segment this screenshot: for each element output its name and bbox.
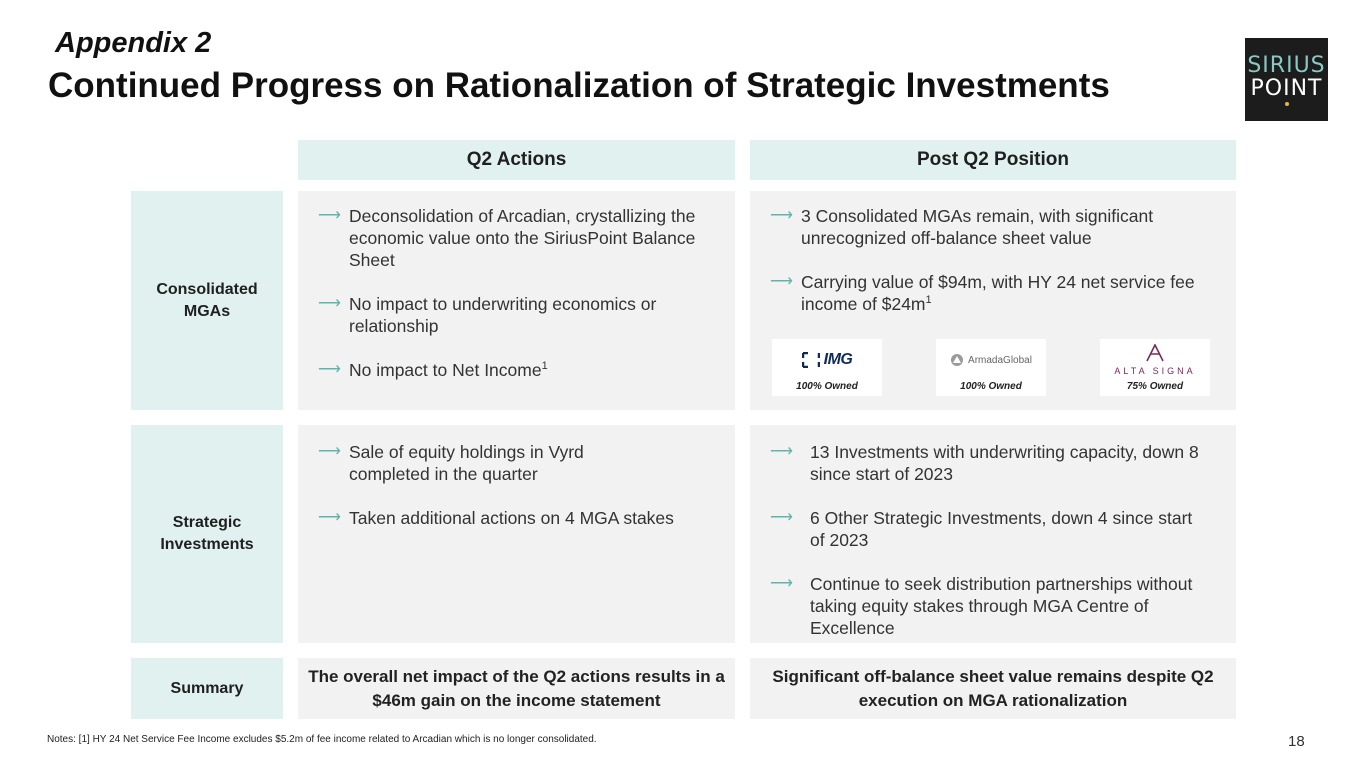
list-item: ⟶ No impact to underwriting economics or relationship — [318, 294, 657, 336]
alta-signa-icon — [1144, 344, 1166, 362]
mga-logos — [772, 339, 1210, 396]
alta-signa-logo: ALTA SIGNA — [1100, 339, 1210, 381]
row-label-summary: Summary — [131, 658, 283, 719]
armada-globe-icon — [950, 353, 964, 367]
strategic-actions-cell — [298, 425, 735, 643]
row-label-text: Strategic Investments — [160, 514, 254, 553]
list-item: ⟶ Sale of equity holdings in Vyrd completed in the quarter — [318, 442, 584, 484]
consolidated-position-cell — [750, 191, 1236, 410]
row-label-text: Consolidated MGAs — [156, 280, 258, 320]
arrow-icon: ⟶ — [770, 443, 793, 460]
arrow-icon: ⟶ — [318, 443, 341, 460]
strategic-position-list — [750, 425, 1236, 639]
logo-line-2: POINT — [1250, 75, 1323, 101]
consolidated-actions-list — [298, 191, 735, 381]
armada-logo-card — [936, 339, 1046, 396]
arrow-icon: ⟶ — [770, 273, 793, 290]
appendix-label: Appendix 2 — [55, 27, 212, 59]
ownership-label: 75% Owned — [1126, 381, 1184, 392]
arrow-icon: ⟶ — [318, 207, 341, 224]
arrow-icon: ⟶ — [318, 361, 341, 378]
list-item: ⟶ Continue to seek distribution partnerships without taking equity stakes through MGA Centre of Excellence — [770, 574, 1193, 638]
ownership-label: 100% Owned — [796, 381, 858, 392]
ownership-label: 100% Owned — [960, 381, 1022, 392]
strategic-position-cell — [750, 425, 1236, 643]
strategic-actions-list — [298, 425, 735, 529]
list-item: ⟶ 6 Other Strategic Investments, down 4 since start of 2023 — [770, 508, 1193, 550]
summary-position-text: Significant off-balance sheet value remains despite Q2 execution on MGA rationalization — [772, 666, 1214, 710]
arrow-icon: ⟶ — [770, 509, 793, 526]
alta-signa-logo-card — [1100, 339, 1210, 396]
siriuspoint-logo — [1245, 38, 1328, 121]
page-title: Continued Progress on Rationalization of Strategic Investments — [48, 66, 1110, 105]
arrow-icon: ⟶ — [318, 295, 341, 312]
logo-line-1: SIRIUS — [1247, 52, 1326, 78]
column-header-post-q2: Post Q2 Position — [750, 140, 1236, 180]
row-label-consolidated-mgas — [131, 191, 283, 410]
row-label-strategic-investments — [131, 425, 283, 643]
page-number: 18 — [1288, 733, 1305, 750]
summary-position-cell — [750, 658, 1236, 719]
column-header-q2-actions: Q2 Actions — [298, 140, 735, 180]
img-logo: IMG — [772, 339, 882, 381]
img-logo-card — [772, 339, 882, 396]
footnote-marker: 1 — [925, 294, 932, 307]
armada-logo: ArmadaGlobal — [936, 339, 1046, 381]
consolidated-actions-cell — [298, 191, 735, 410]
img-bracket-icon — [802, 352, 820, 368]
summary-actions-cell — [298, 658, 735, 719]
logo-dot — [1285, 102, 1289, 106]
summary-actions-text: The overall net impact of the Q2 actions results in a $46m gain on the income statement — [308, 666, 725, 710]
list-item: ⟶ No impact to Net Income$^1$ — [318, 360, 548, 380]
arrow-icon: ⟶ — [770, 207, 793, 224]
list-item: ⟶ 13 Investments with underwriting capacity, down 8 since start of 2023 — [770, 442, 1199, 484]
footnote: Notes: [1] HY 24 Net Service Fee Income excludes $5.2m of fee income related to Arcadian which is no longer consolidated. — [47, 734, 597, 745]
consolidated-position-list — [750, 191, 1236, 315]
list-item: ⟶ Deconsolidation of Arcadian, crystallizing the economic value onto the SiriusPoint Balance Sheet — [318, 206, 696, 270]
list-item: ⟶ 3 Consolidated MGAs remain, with significant unrecognized off-balance sheet value — [770, 206, 1154, 248]
arrow-icon: ⟶ — [770, 575, 793, 592]
list-item: ⟶ Carrying value of $94m, with HY 24 net service fee income of $\$24m^1$ — [770, 272, 1195, 314]
arrow-icon: ⟶ — [318, 509, 341, 526]
list-item: ⟶ Taken additional actions on 4 MGA stakes — [318, 508, 674, 528]
footnote-marker: 1 — [541, 360, 548, 373]
